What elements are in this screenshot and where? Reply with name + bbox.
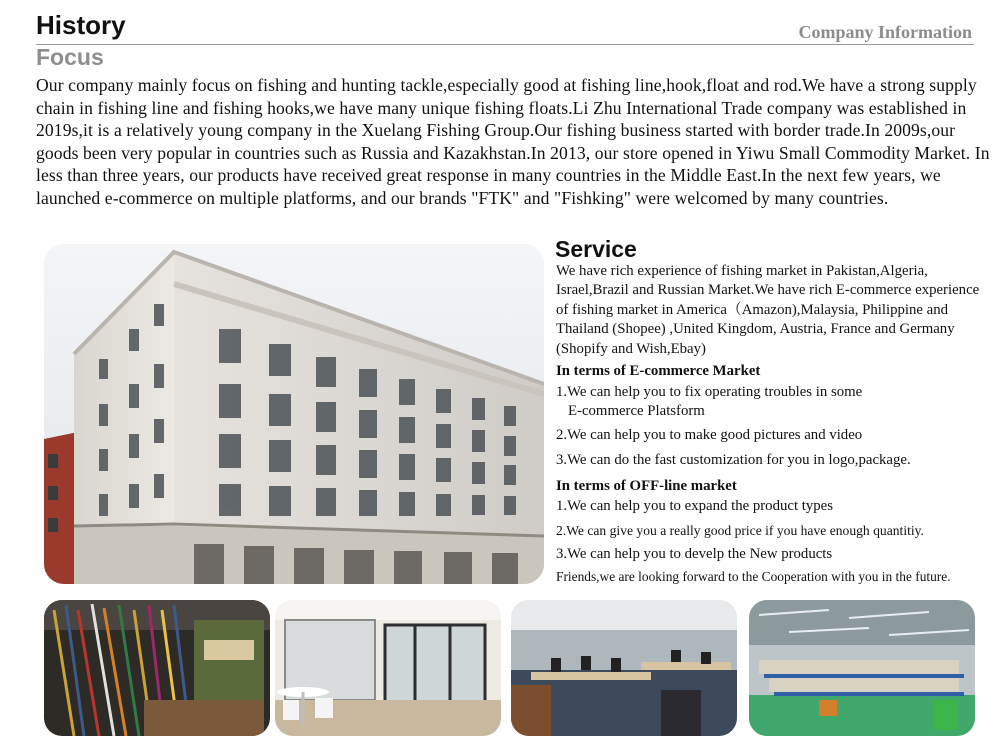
ecommerce-heading: In terms of E-commerce Market [556,363,761,379]
ecommerce-item-1-line2: E-commerce Platsform [568,403,705,419]
offline-item-3: 3.We can help you to develp the New products [556,546,833,562]
fishing-tackle-shop-photo [44,600,270,736]
office-building-photo [44,244,544,584]
factory-floor-photo [749,600,975,736]
ecommerce-item-1-line1: 1.We can help you to fix operating troubles in some [556,384,863,400]
section-label: Company Information [798,22,972,42]
offline-item-2: 2.We can give you a really good price if you have enough quantitiy. [556,523,924,538]
ecommerce-item-3: 3.We can do the fast customization for you in logo,package. [556,452,911,468]
service-intro: We have rich experience of fishing market in Pakistan,Algeria, Israel,Brazil and Russian Market.We have rich E-commerce experience of fishing market in America（Amazon),Malaysia, Philippine and Thailand (Shopee) ,United Kingdom, Austria, France and Germany (Shopify and Wish,Ebay) [556,263,980,357]
offline-item-1: 1.We can help you to expand the product types [556,498,833,514]
focus-heading: Focus [36,44,104,70]
offline-heading: In terms of OFF-line market [556,478,737,494]
focus-paragraph: Our company mainly focus on fishing and hunting tackle,especially good at fishing line,hook,float and rod.We have a strong supply chain in fishing line and fishing hooks,we have many unique fishing floats.Li Zhu International Trade company was established in 2019s,it is a relatively young company in the Xuelang Fishing Group.Our fishing business started with border trade.In 2009s,our goods been very popular in countries such as Russia and Kazakhstan.In 2013, our store opened in Yiwu Small Commodity Market. In less than three years, our products have received great response in many countries in the Middle East.In the next few years, we launched e-commerce on multiple platforms, and our brands "FTK" and "Fishking" were welcomed by many countries. [36,75,990,208]
service-heading: Service [555,236,637,262]
ecommerce-item-2: 2.We can help you to make good pictures and video [556,427,863,443]
open-office-photo [511,600,737,736]
glass-meeting-room-photo [275,600,501,736]
header-divider [36,44,974,45]
page-title: History [36,10,126,40]
ecommerce-item-1 [556,383,996,421]
closing-note: Friends,we are looking forward to the Cooperation with you in the future. [556,569,951,584]
